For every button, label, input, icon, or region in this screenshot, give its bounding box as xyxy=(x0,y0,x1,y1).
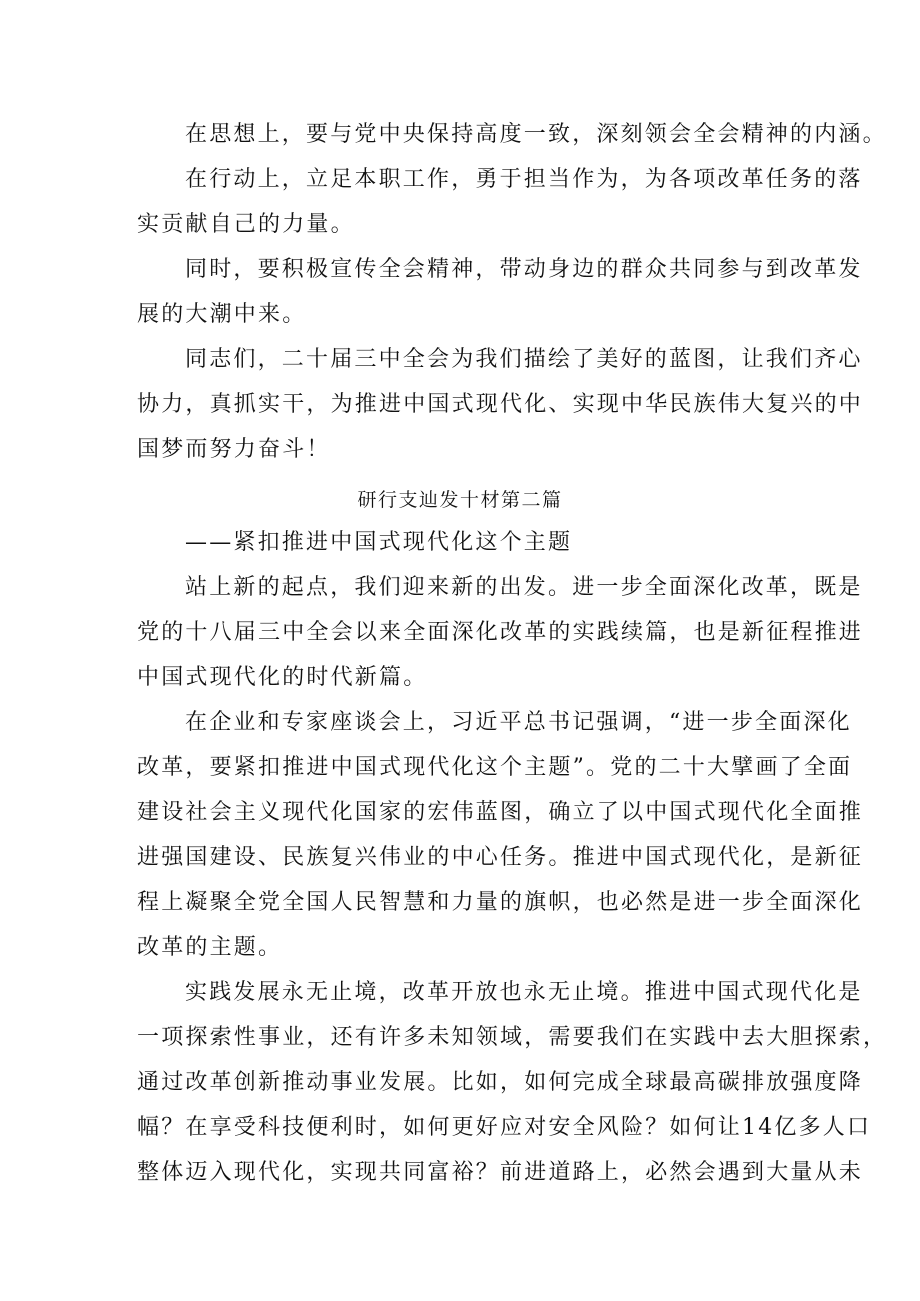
paragraph-line: 中国式现代化的时代新篇。 xyxy=(137,665,428,690)
paragraph-line: 在思想上，要与党中央保持高度一致，深刻领会全会精神的内涵。 xyxy=(185,122,887,147)
paragraph-line: 党的十八届三中全会以来全面深化改革的实践续篇，也是新征程推进 xyxy=(137,620,864,645)
paragraph-line: 一项探索性事业，还有许多未知领域，需要我们在实践中去大胆探索， xyxy=(137,1025,888,1050)
paragraph-line: 站上新的起点，我们迎来新的出发。进一步全面深化改革，既是 xyxy=(185,575,863,600)
paragraph-line: 实践发展永无止境，改革开放也永无止境。推进中国式现代化是 xyxy=(185,980,863,1005)
paragraph-line: 通过改革创新推动事业发展。比如，如何完成全球最高碳排放强度降 xyxy=(137,1070,864,1095)
paragraph-line: 同时，要积极宣传全会精神，带动身边的群众共同参与到改革发 xyxy=(185,257,863,282)
paragraph-line: 程上凝聚全党全国人民智慧和力量的旗帜，也必然是进一步全面深化 xyxy=(137,890,864,915)
paragraph-line: 展的大潮中来。 xyxy=(137,302,307,327)
paragraph-line: 在企业和专家座谈会上，习近平总书记强调，“进一步全面深化 xyxy=(185,710,852,735)
paragraph-line: 改革的主题。 xyxy=(137,935,283,960)
paragraph-line: 进强国建设、民族复兴伟业的中心任务。推进中国式现代化，是新征 xyxy=(137,845,864,870)
paragraph-line: 国梦而努力奋斗！ xyxy=(137,437,331,462)
paragraph-line: 幅？在享受科技便利时，如何更好应对安全风险？如何让14亿多人口 xyxy=(137,1115,872,1140)
section-subtitle: ——紧扣推进中国式现代化这个主题 xyxy=(185,530,573,555)
paragraph-line: 协力，真抓实干，为推进中国式现代化、实现中华民族伟大复兴的中 xyxy=(137,392,864,417)
paragraph-line: 实贡献自己的力量。 xyxy=(137,212,355,237)
paragraph-line: 同志们，二十届三中全会为我们描绘了美好的蓝图，让我们齐心 xyxy=(185,347,863,372)
paragraph-line: 在行动上，立足本职工作，勇于担当作为，为各项改革任务的落 xyxy=(185,167,863,192)
paragraph-line: 改革，要紧扣推进中国式现代化这个主题”。党的二十大擘画了全面 xyxy=(137,755,853,780)
paragraph-line: 建设社会主义现代化国家的宏伟蓝图，确立了以中国式现代化全面推 xyxy=(137,800,864,825)
paragraph-line: 整体迈入现代化，实现共同富裕？前进道路上，必然会遇到大量从未 xyxy=(137,1160,864,1185)
section-title: 研行支辿发十材第二篇 xyxy=(357,489,563,511)
